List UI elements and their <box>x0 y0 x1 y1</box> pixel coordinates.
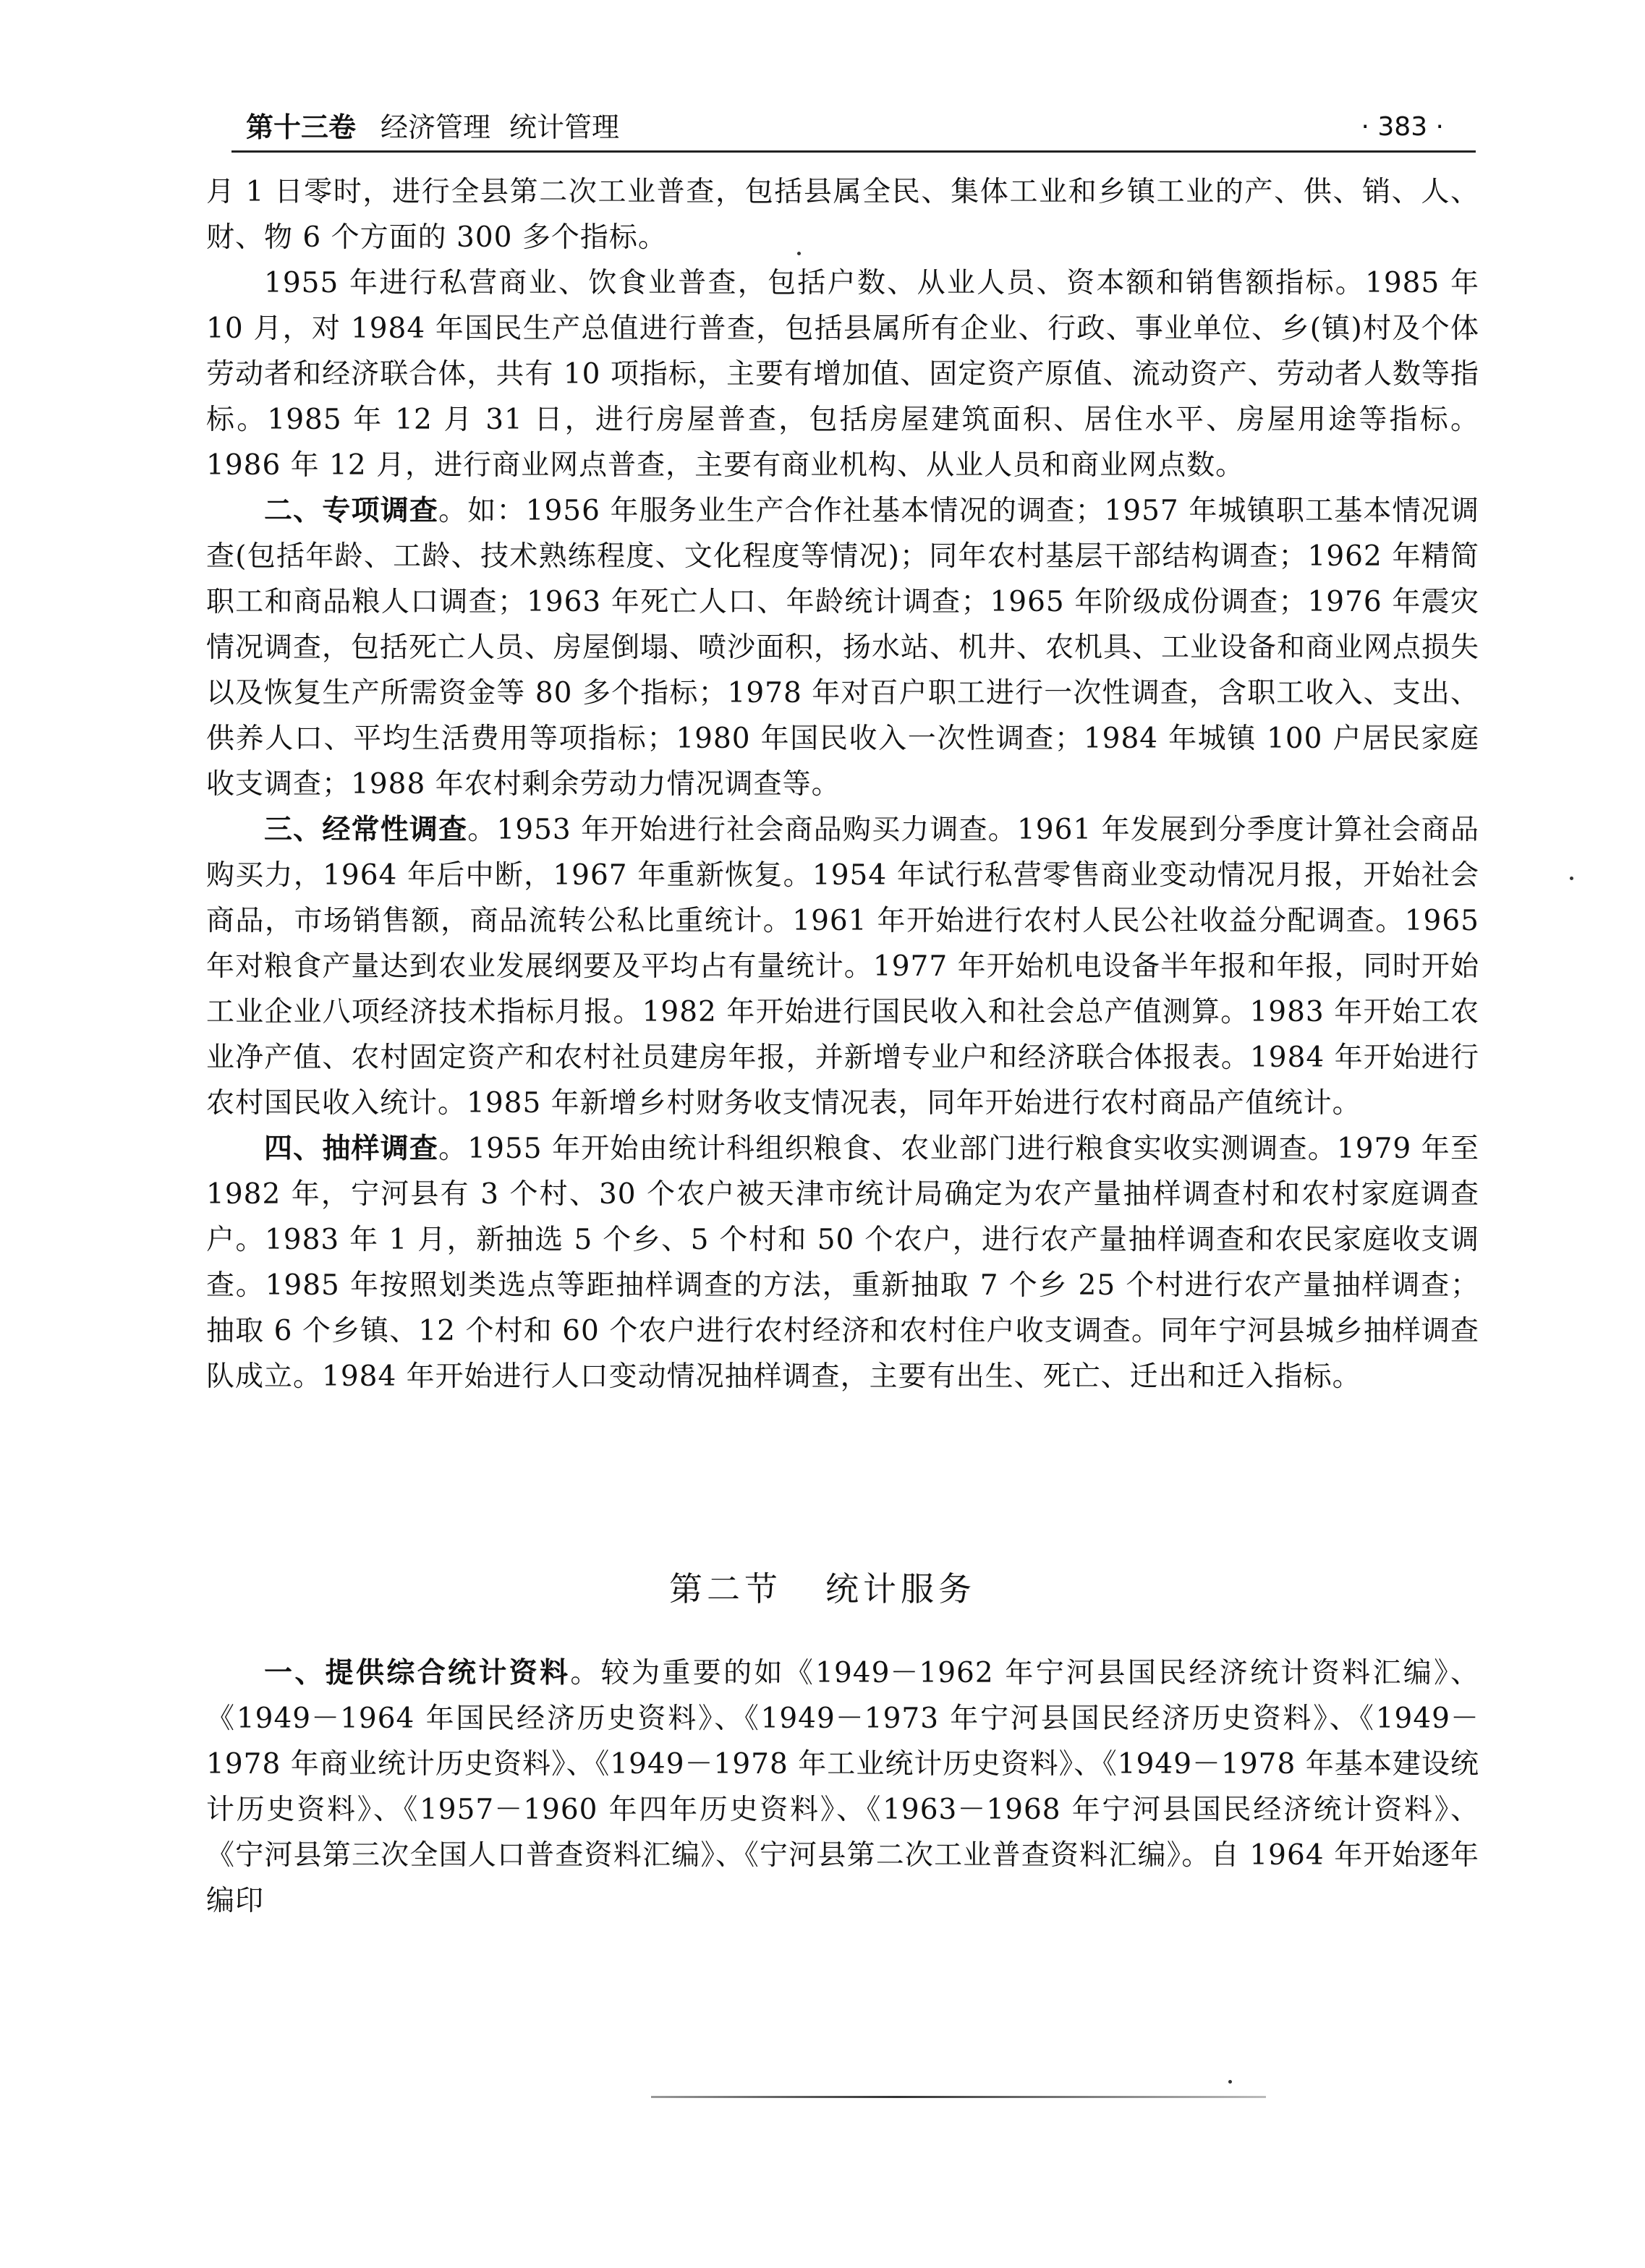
paragraph-text: 月 1 日零时，进行全县第二次工业普查，包括县属全民、集体工业和乡镇工业的产、供、销、人、财、物 6 个方面的 300 多个指标。 <box>206 176 1479 254</box>
paragraph-sample-survey <box>206 1126 1479 1399</box>
main-text <box>206 169 1479 1399</box>
volume-label: 第十三卷 <box>246 111 357 143</box>
paragraph-special-survey <box>206 488 1479 807</box>
paragraph-census <box>206 260 1479 488</box>
paragraph-text: 。1953 年开始进行社会商品购买力调查。1961 年发展到分季度计算社会商品购买力，1964 年后中断，1967 年重新恢复。1954 年试行私营零售商业变动情况月报，开始社会商品，市场销售额，商品流转公私比重统计。1961 年开始进行农村人民公社收益分配调查。1965 年对粮食产量达到农业发展纲要及平均占有量统计。1977 年开始机电设备半年报和年报，同时开始工业企业八项经济技术指标月报。1982 年开始进行国民收入和社会总产值测算。1983 年开始工农业净产值、农村固定资产和农村社员建房年报，并新增专业户和经济联合体报表。1984 年开始进行农村国民收入统计。1985 年新增乡村财务收支情况表，同年开始进行农村商品产值统计。 <box>206 814 1479 1120</box>
header-subtitle-statistics: 统计管理 <box>509 111 620 143</box>
paragraph-regular-survey <box>206 807 1479 1126</box>
header-left <box>246 108 638 146</box>
paragraph-heading: 四、抽样调查 <box>264 1133 439 1165</box>
paragraph-statistical-materials <box>206 1650 1479 1924</box>
section-text <box>206 1650 1479 1924</box>
page-number: · 383 · <box>1361 112 1444 142</box>
scan-speck <box>1228 2080 1232 2084</box>
paragraph-text: 1955 年进行私营商业、饮食业普查，包括户数、从业人员、资本额和销售额指标。1985 年 10 月，对 1984 年国民生产总值进行普查，包括县属所有企业、行政、事业单位、乡(镇)村及个体劳动者和经济联合体，共有 10 项指标，主要有增加值、固定资产原值、流动资产、劳动者人数等指标。1985 年 12 月 31 日，进行房屋普查，包括房屋建筑面积、居住水平、房屋用途等指标。1986 年 12 月，进行商业网点普查，主要有商业机构、从业人员和商业网点数。 <box>206 267 1479 482</box>
scan-speck <box>1570 877 1573 880</box>
paragraph-continuation <box>206 169 1479 260</box>
paragraph-text: 。1955 年开始由统计科组织粮食、农业部门进行粮食实收实测调查。1979 年至 1982 年，宁河县有 3 个村、30 个农户被天津市统计局确定为农产量抽样调查村和农村家庭调查户。1983 年 1 月，新抽选 5 个乡、5 个村和 50 个农户，进行农产量抽样调查和农民家庭收支调查。1985 年按照划类选点等距抽样调查的方法，重新抽取 7 个乡 25 个村进行农产量抽样调查；抽取 6 个乡镇、12 个村和 60 个农户进行农村经济和农村住户收支调查。同年宁河县城乡抽样调查队成立。1984 年开始进行人口变动情况抽样调查，主要有出生、死亡、迁出和迁入指标。 <box>206 1133 1479 1393</box>
section-title <box>0 1564 1645 1614</box>
section-number: 第二节 <box>669 1569 782 1608</box>
paragraph-text: 。较为重要的如《1949－1962 年宁河县国民经济统计资料汇编》、《1949－1964 年国民经济历史资料》、《1949－1973 年宁河县国民经济历史资料》、《1949－1978 年商业统计历史资料》、《1949－1978 年工业统计历史资料》、《1949－1978 年基本建设统计历史资料》、《1957－1960 年四年历史资料》、《1963－1968 年宁河县国民经济统计资料》、《宁河县第三次全国人口普查资料汇编》、《宁河县第二次工业普查资料汇编》。自 1964 年开始逐年编印 <box>206 1657 1479 1917</box>
scan-speck <box>797 252 801 255</box>
header-rule <box>231 150 1476 153</box>
header-subtitle-economic: 经济管理 <box>381 111 491 143</box>
paragraph-heading: 二、专项调查 <box>264 495 439 527</box>
scan-artifact-line <box>651 2096 1266 2098</box>
paragraph-heading: 一、提供综合统计资料 <box>264 1657 571 1689</box>
section-name: 统计服务 <box>825 1569 976 1608</box>
paragraph-heading: 三、经常性调查 <box>264 814 468 846</box>
running-header <box>231 108 1476 146</box>
paragraph-text: 。如：1956 年服务业生产合作社基本情况的调查；1957 年城镇职工基本情况调查(包括年龄、工龄、技术熟练程度、文化程度等情况)；同年农村基层干部结构调查；1962 年精简职工和商品粮人口调查；1963 年死亡人口、年龄统计调查；1965 年阶级成份调查；1976 年震灾情况调查，包括死亡人员、房屋倒塌、喷沙面积，扬水站、机井、农机具、工业设备和商业网点损失以及恢复生产所需资金等 80 多个指标；1978 年对百户职工进行一次性调查，含职工收入、支出、供养人口、平均生活费用等项指标；1980 年国民收入一次性调查；1984 年城镇 100 户居民家庭收支调查；1988 年农村剩余劳动力情况调查等。 <box>206 495 1480 801</box>
